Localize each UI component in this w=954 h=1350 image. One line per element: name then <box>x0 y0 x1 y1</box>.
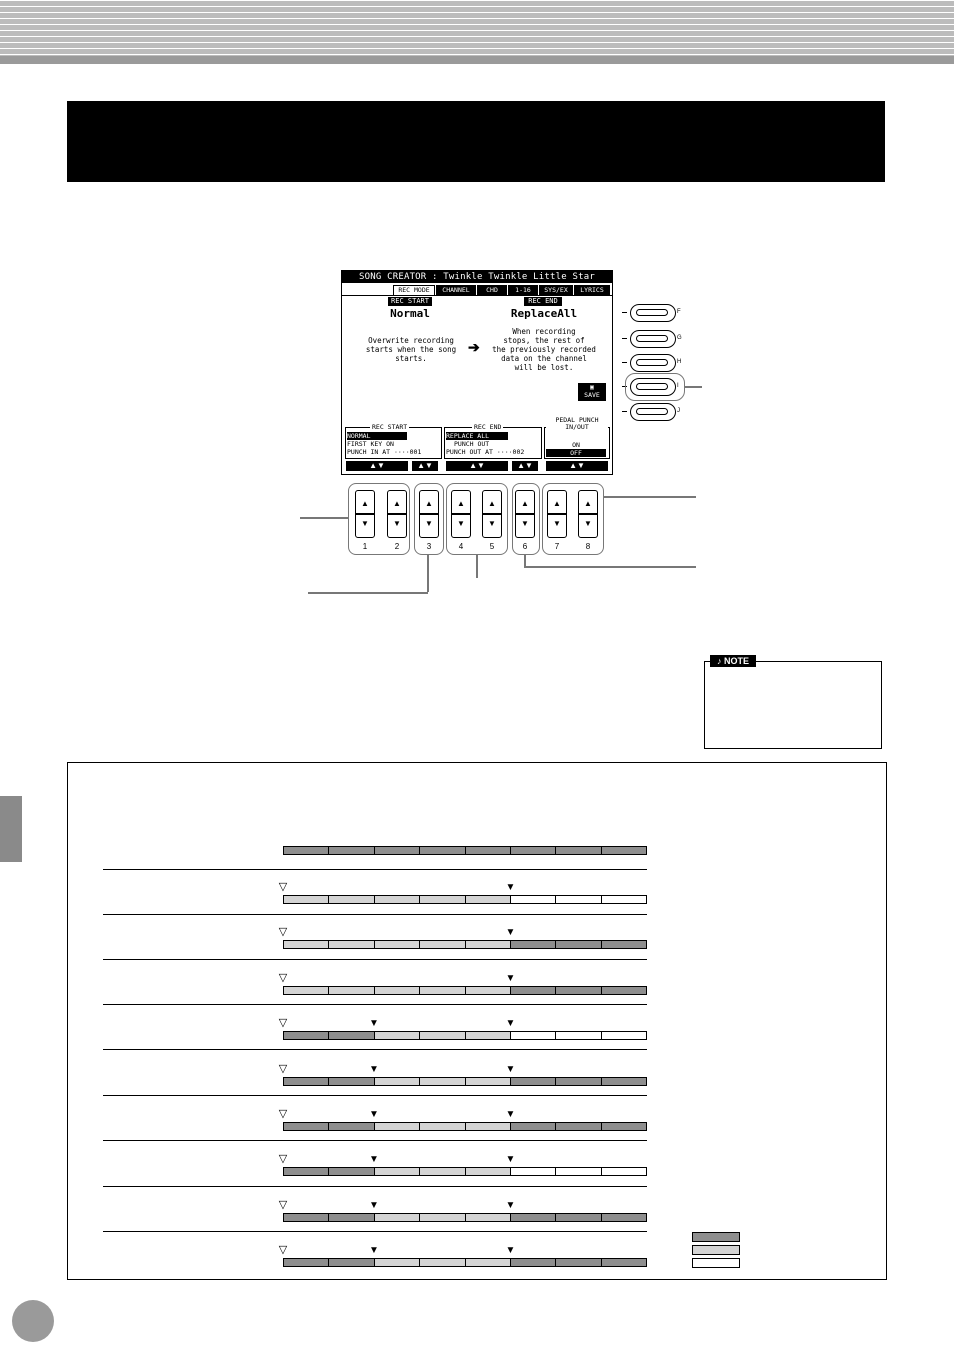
bottom-button-number: 6 <box>522 542 528 551</box>
up-arrow-icon: ▲ <box>553 499 561 508</box>
bottom-button-number: 2 <box>394 542 400 551</box>
bottom-button-number: 3 <box>426 542 432 551</box>
diagram-cell <box>375 1078 420 1085</box>
down-arrow-icon: ▼ <box>553 519 561 528</box>
diagram-cell <box>329 1123 374 1130</box>
side-button-letter: J <box>677 408 680 414</box>
diagram-bar-row <box>283 1077 647 1086</box>
diagram-cell <box>511 1123 556 1130</box>
callout-line-i <box>684 386 702 388</box>
diagram-bar-row <box>283 846 647 855</box>
start-marker-icon: ▽ <box>278 1244 288 1256</box>
diagram-cell <box>511 1032 556 1039</box>
diagram-cell <box>602 1168 646 1175</box>
header-stripes-base <box>0 56 954 64</box>
callout-line-4-5 <box>476 554 478 578</box>
rec-start-description: Overwrite recording starts when the song starts. <box>365 336 457 363</box>
punch-marker-icon: ▼ <box>369 1109 379 1120</box>
down-arrow-icon: ▼ <box>361 519 369 528</box>
arrow-right-icon: ➔ <box>468 339 480 355</box>
section-title-bar <box>67 101 885 182</box>
diagram-separator <box>103 959 647 960</box>
rec-start-group-title: REC START <box>372 423 408 431</box>
punch-marker-icon: ▼ <box>505 1018 516 1029</box>
diagram-bar-row <box>283 986 647 995</box>
bottom-button-number: 8 <box>585 542 591 551</box>
highlight-buttons-7-8 <box>542 483 604 555</box>
diagram-cell <box>511 847 556 854</box>
diagram-cell <box>556 847 601 854</box>
punch-marker-icon: ▼ <box>505 1200 516 1211</box>
tab-sysex[interactable]: SYS/EX <box>539 285 573 296</box>
option-replace-all[interactable]: REPLACE ALL <box>446 432 508 440</box>
chapter-side-tab <box>0 796 22 862</box>
diagram-cell <box>602 1032 646 1039</box>
diagram-cell <box>329 1214 374 1221</box>
punch-marker-icon: ▼ <box>369 1245 379 1256</box>
tab-lyrics[interactable]: LYRICS <box>574 285 610 296</box>
diagram-cell <box>420 1032 465 1039</box>
diagram-cell <box>284 1032 329 1039</box>
diagram-cell <box>466 987 511 994</box>
diagram-cell <box>511 1259 556 1266</box>
highlight-buttons-1-2 <box>348 483 410 555</box>
lcd-button-6[interactable]: ▲▼ <box>512 461 538 471</box>
diagram-cell <box>375 1032 420 1039</box>
diagram-separator <box>103 1231 647 1232</box>
diagram-cell <box>602 847 646 854</box>
side-button-letter: G <box>677 335 682 341</box>
diagram-cell <box>375 896 420 903</box>
diagram-bar-row <box>283 1258 647 1267</box>
side-button-dash <box>622 312 627 313</box>
start-marker-icon: ▽ <box>278 1108 288 1120</box>
option-normal[interactable]: NORMAL <box>347 432 407 440</box>
side-button-g[interactable] <box>630 330 676 348</box>
diagram-cell <box>420 1259 465 1266</box>
diagram-cell <box>284 1214 329 1221</box>
diagram-cell <box>375 847 420 854</box>
diagram-cell <box>556 1214 601 1221</box>
down-arrow-icon: ▼ <box>521 519 529 528</box>
highlight-button-6 <box>512 483 540 555</box>
pedal-punch-group-title: PEDAL PUNCH IN/OUT <box>546 417 608 431</box>
diagram-cell <box>556 941 601 948</box>
punch-marker-icon: ▼ <box>505 927 516 938</box>
up-arrow-icon: ▲ <box>425 499 433 508</box>
callout-line-6 <box>524 566 696 568</box>
diagram-cell <box>375 1168 420 1175</box>
diagram-cell <box>556 987 601 994</box>
diagram-separator <box>103 914 647 915</box>
punch-marker-icon: ▼ <box>369 1154 379 1165</box>
diagram-separator <box>103 1004 647 1005</box>
diagram-cell <box>420 1168 465 1175</box>
tab-rec-mode[interactable]: REC MODE <box>393 285 435 296</box>
start-marker-icon: ▽ <box>278 972 288 984</box>
option-pedal-off[interactable]: OFF <box>546 449 606 457</box>
rec-end-label: REC END <box>524 297 562 306</box>
diagram-cell <box>329 896 374 903</box>
punch-marker-icon: ▼ <box>505 1109 516 1120</box>
diagram-cell <box>284 1078 329 1085</box>
diagram-cell <box>556 1259 601 1266</box>
highlight-button-i <box>625 373 685 401</box>
punch-marker-icon: ▼ <box>369 1064 379 1075</box>
diagram-cell <box>420 1214 465 1221</box>
note-tag: ♪ NOTE <box>710 655 756 667</box>
bottom-button-number: 4 <box>458 542 464 551</box>
down-arrow-icon: ▼ <box>584 519 592 528</box>
diagram-cell <box>420 1078 465 1085</box>
diagram-cell <box>284 1123 329 1130</box>
side-button-dash <box>622 411 627 412</box>
diagram-cell <box>466 1168 511 1175</box>
punch-marker-icon: ▼ <box>505 1245 516 1256</box>
diagram-bar-row <box>283 895 647 904</box>
rec-start-value: Normal <box>390 307 430 320</box>
diagram-cell <box>284 987 329 994</box>
lcd-tab-divider <box>342 295 612 296</box>
diagram-cell <box>284 1259 329 1266</box>
diagram-bar-row <box>283 1167 647 1176</box>
punch-marker-icon: ▼ <box>505 1064 516 1075</box>
lcd-button-4-5[interactable]: ▲▼ <box>446 461 508 471</box>
start-marker-icon: ▽ <box>278 1199 288 1211</box>
diagram-cell <box>375 1259 420 1266</box>
diagram-separator <box>103 1140 647 1141</box>
diagram-cell <box>511 1168 556 1175</box>
page-number-badge <box>12 1300 54 1342</box>
start-marker-icon: ▽ <box>278 1153 288 1165</box>
up-arrow-icon: ▲ <box>393 499 401 508</box>
bottom-button-number: 5 <box>489 542 495 551</box>
note-box <box>704 661 882 749</box>
diagram-cell <box>602 1214 646 1221</box>
lcd-title: SONG CREATOR : Twinkle Twinkle Little Star <box>342 271 612 283</box>
floppy-disk-icon: ▣ <box>590 383 594 391</box>
side-button-letter: H <box>677 359 682 365</box>
diagram-bar-row <box>283 1031 647 1040</box>
callout-line-3 <box>308 592 428 594</box>
diagram-cell <box>602 1123 646 1130</box>
punch-marker-icon: ▼ <box>505 973 516 984</box>
diagram-cell <box>329 1259 374 1266</box>
option-punch-in-at[interactable]: PUNCH IN AT ····001 <box>347 448 422 456</box>
diagram-cell <box>511 1078 556 1085</box>
diagram-cell <box>329 1078 374 1085</box>
side-button-dash <box>622 362 627 363</box>
recording-diagram-frame <box>67 762 887 1280</box>
down-arrow-icon: ▼ <box>393 519 401 528</box>
diagram-cell <box>375 941 420 948</box>
punch-marker-icon: ▼ <box>505 1154 516 1165</box>
lcd-screen <box>341 270 613 475</box>
diagram-cell <box>284 896 329 903</box>
diagram-cell <box>329 847 374 854</box>
diagram-cell <box>420 847 465 854</box>
punch-marker-icon: ▼ <box>369 1200 379 1211</box>
rec-end-description: When recording stops, the rest of the previously recorded data on the channel will be lost. <box>492 327 596 372</box>
diagram-cell <box>602 1078 646 1085</box>
diagram-cell <box>556 1123 601 1130</box>
diagram-cell <box>602 896 646 903</box>
down-arrow-icon: ▼ <box>488 519 496 528</box>
diagram-cell <box>511 987 556 994</box>
diagram-cell <box>511 1214 556 1221</box>
tab-channel[interactable]: CHANNEL <box>436 285 476 296</box>
diagram-cell <box>420 941 465 948</box>
diagram-bar-row <box>283 940 647 949</box>
diagram-separator <box>103 1186 647 1187</box>
start-marker-icon: ▽ <box>278 1063 288 1075</box>
start-marker-icon: ▽ <box>278 881 288 893</box>
diagram-cell <box>466 1259 511 1266</box>
diagram-cell <box>375 1123 420 1130</box>
lcd-button-3[interactable]: ▲▼ <box>412 461 438 471</box>
option-first-key-on[interactable]: FIRST KEY ON <box>347 440 394 448</box>
option-punch-out-at[interactable]: PUNCH OUT AT ····002 <box>446 448 525 456</box>
diagram-cell <box>329 1168 374 1175</box>
diagram-cell <box>466 1078 511 1085</box>
diagram-cell <box>466 1214 511 1221</box>
callout-line-7-8 <box>603 496 696 498</box>
side-button-f[interactable] <box>630 304 676 322</box>
diagram-cell <box>329 1032 374 1039</box>
side-button-j[interactable] <box>630 403 676 421</box>
diagram-cell <box>375 987 420 994</box>
tab-chd[interactable]: CHD <box>477 285 507 296</box>
diagram-bar-row <box>283 1122 647 1131</box>
bottom-button-number: 7 <box>554 542 560 551</box>
up-arrow-icon: ▲ <box>361 499 369 508</box>
diagram-cell <box>556 896 601 903</box>
header-stripes <box>0 0 954 64</box>
diagram-cell <box>602 987 646 994</box>
punch-marker-icon: ▼ <box>369 1018 379 1029</box>
diagram-cell <box>556 1168 601 1175</box>
diagram-cell <box>284 1168 329 1175</box>
diagram-cell <box>556 1078 601 1085</box>
diagram-separator <box>103 1095 647 1096</box>
legend-swatch-white <box>692 1258 740 1268</box>
diagram-cell <box>466 847 511 854</box>
up-arrow-icon: ▲ <box>457 499 465 508</box>
side-button-dash <box>622 338 627 339</box>
start-marker-icon: ▽ <box>278 1017 288 1029</box>
diagram-cell <box>375 1214 420 1221</box>
tab-1-16[interactable]: 1-16 <box>508 285 538 296</box>
lcd-button-7-8[interactable]: ▲▼ <box>546 461 608 471</box>
diagram-cell <box>329 987 374 994</box>
legend-swatch-dark <box>692 1232 740 1242</box>
side-button-letter: I <box>677 383 679 389</box>
rec-start-label: REC START <box>388 297 432 306</box>
diagram-cell <box>466 896 511 903</box>
down-arrow-icon: ▼ <box>457 519 465 528</box>
lcd-button-1-2[interactable]: ▲▼ <box>346 461 408 471</box>
highlight-buttons-4-5 <box>446 483 508 555</box>
bottom-button-number: 1 <box>362 542 368 551</box>
down-arrow-icon: ▼ <box>425 519 433 528</box>
option-pedal-on[interactable]: ON <box>572 441 580 449</box>
legend-swatch-light <box>692 1245 740 1255</box>
diagram-cell <box>466 1123 511 1130</box>
diagram-bar-row <box>283 1213 647 1222</box>
save-button[interactable]: ▣ SAVE <box>578 383 606 401</box>
option-punch-out[interactable]: PUNCH OUT <box>454 440 490 448</box>
callout-line-6-vert <box>524 554 526 566</box>
diagram-cell <box>329 941 374 948</box>
diagram-cell <box>284 941 329 948</box>
diagram-separator <box>103 1049 647 1050</box>
start-marker-icon: ▽ <box>278 926 288 938</box>
callout-line-1-2 <box>300 517 348 519</box>
diagram-cell <box>511 896 556 903</box>
diagram-cell <box>466 1032 511 1039</box>
diagram-separator <box>103 869 647 870</box>
diagram-cell <box>602 1259 646 1266</box>
rec-end-value: ReplaceAll <box>510 307 578 320</box>
diagram-cell <box>420 896 465 903</box>
callout-line-3-vert <box>427 554 429 592</box>
up-arrow-icon: ▲ <box>521 499 529 508</box>
diagram-cell <box>511 941 556 948</box>
side-button-h[interactable] <box>630 354 676 372</box>
diagram-cell <box>602 941 646 948</box>
diagram-cell <box>420 987 465 994</box>
side-button-letter: F <box>677 309 681 315</box>
rec-end-group-title: REC END <box>474 423 502 431</box>
punch-marker-icon: ▼ <box>505 882 516 893</box>
up-arrow-icon: ▲ <box>584 499 592 508</box>
diagram-cell <box>284 847 329 854</box>
up-arrow-icon: ▲ <box>488 499 496 508</box>
diagram-cell <box>466 941 511 948</box>
highlight-button-3 <box>414 483 444 555</box>
diagram-cell <box>420 1123 465 1130</box>
diagram-cell <box>556 1032 601 1039</box>
